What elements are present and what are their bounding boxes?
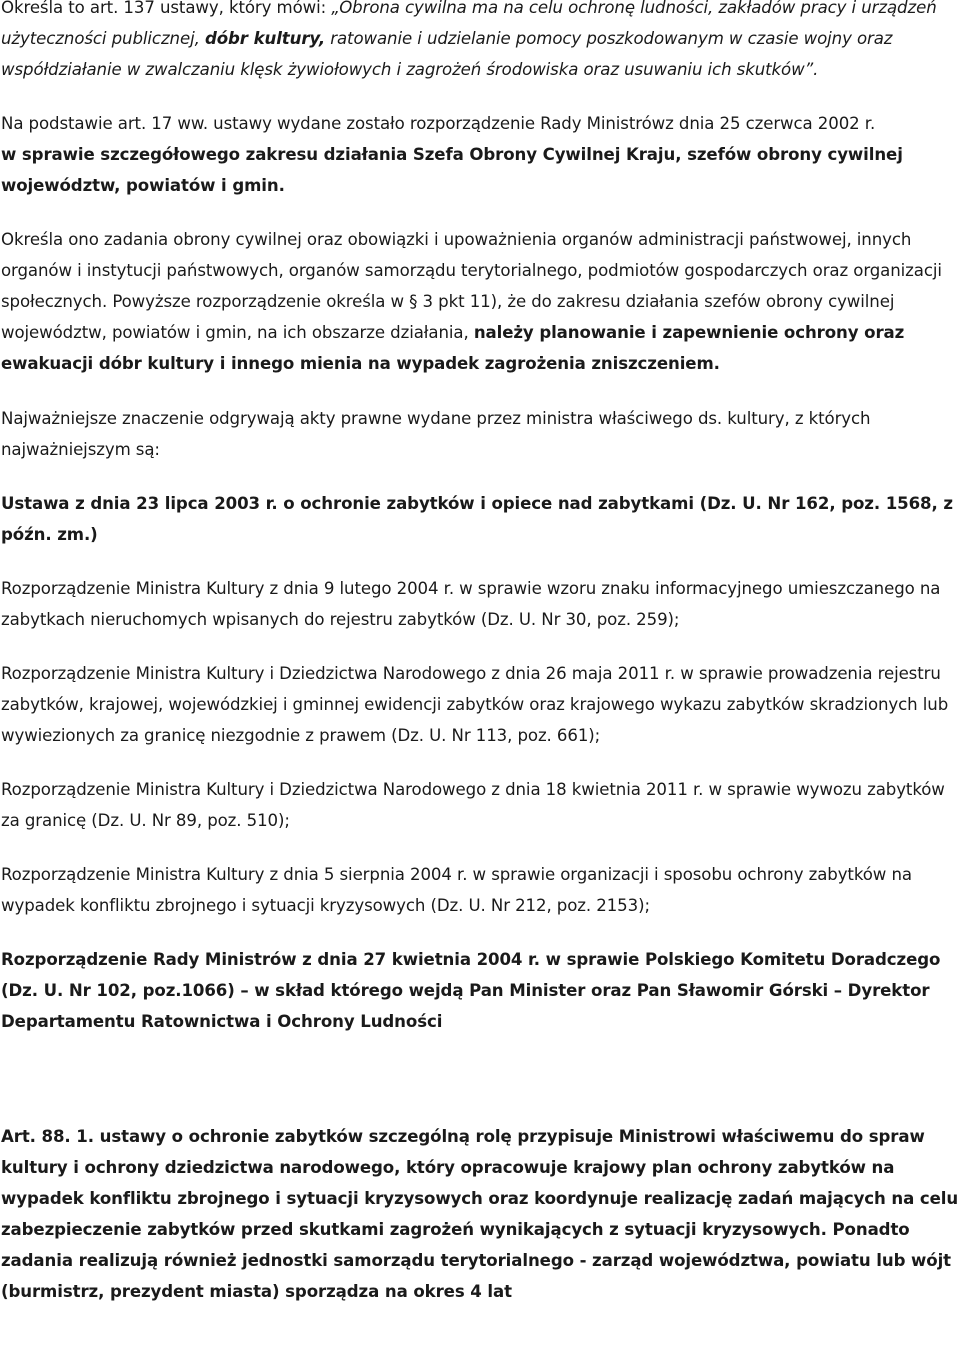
article-137-quote-emphasis: dóbr kultury,: [204, 29, 326, 48]
paragraph-regulation-basis: Na podstawie art. 17 ww. ustawy wydane zostało rozporządzenie Rady Ministrówz dnia 25 czerwca 2002 r.: [1, 114, 876, 133]
paragraph-regulation-2004-aug: Rozporządzenie Ministra Kultury z dnia 5 sierpnia 2004 r. w sprawie organizacji i sposobu ochrony zabytków na wypadek konfliktu zbrojnego i sytuacji kryzysowych (Dz. U. Nr 212, poz. 2153);: [1, 865, 912, 915]
paragraph-regulation-2004-feb: Rozporządzenie Ministra Kultury z dnia 9 lutego 2004 r. w sprawie wzoru znaku informacyjnego umieszczanego na zabytkach nieruchomych wpisanych do rejestru zabytków (Dz. U. Nr 30, poz. 259);: [1, 579, 941, 629]
paragraph-article-88: Art. 88. 1. ustawy o ochronie zabytków szczególną rolę przypisuje Ministrowi właściwemu do spraw kultury i ochrony dziedzictwa narodowego, który opracowuje krajowy plan ochrony zabytków na wypadek konfliktu zbrojnego i sytuacji kryzysowych oraz koordynuje realizację zadań mających na celu zabezpieczenie zabytków przed skutkami zagrożeń wynikających z sytuacji kryzysowych. Ponadto zadania realizują również jednostki samorządu terytorialnego - zarząd województwa, powiatu lub wójt (burmistrz, prezydent miasta) sporządza na okres 4 lat: [1, 1127, 959, 1301]
paragraph-key-acts-intro: Najważniejsze znaczenie odgrywają akty prawne wydane przez ministra właściwego ds. kultury, z których najważniejszym są:: [1, 409, 871, 459]
regulation-scope-emphasis: należy planowanie i zapewnienie ochrony oraz ewakuacji dóbr kultury i innego mienia na wypadek zagrożenia zniszczeniem.: [1, 323, 905, 373]
article-137-quote-part2: ratowanie i udzielanie pomocy poszkodowanym w czasie wojny oraz współdziałanie w zwalczaniu klęsk żywiołowych i zagrożeń środowiska oraz usuwaniu ich skutków”.: [1, 29, 893, 79]
paragraph-article-137: [1, 0, 959, 85]
article-137-intro: Określa to art. 137 ustawy, który mówi:: [1, 0, 332, 17]
article-137-quote-part1: „Obrona cywilna ma na celu ochronę ludności, zakładów pracy i urządzeń użyteczności publicznej,: [1, 0, 937, 48]
paragraph-regulation-2011-may: Rozporządzenie Ministra Kultury i Dziedzictwa Narodowego z dnia 26 maja 2011 r. w sprawie prowadzenia rejestru zabytków, krajowej, wojewódzkiej i gminnej ewidencji zabytków oraz krajowego wykazu zabytków skradzionych lub wywiezionych za granicę niezgodnie z prawem (Dz. U. Nr 113, poz. 661);: [1, 664, 949, 745]
paragraph-regulation-scope: [1, 224, 959, 379]
paragraph-regulation-2011-apr: Rozporządzenie Ministra Kultury i Dziedzictwa Narodowego z dnia 18 kwietnia 2011 r. w sprawie wywozu zabytków za granicę (Dz. U. Nr 89, poz. 510);: [1, 780, 945, 830]
paragraph-act-2003: Ustawa z dnia 23 lipca 2003 r. o ochronie zabytków i opiece nad zabytkami (Dz. U. Nr 162, poz. 1568, z późn. zm.): [1, 494, 953, 544]
regulation-scope-text: Określa ono zadania obrony cywilnej oraz obowiązki i upoważnienia organów administracji państwowej, innych organów i instytucji państwowych, organów samorządu terytorialnego, podmiotów gospodarczych oraz organizacji społecznych. Powyższe rozporządzenie określa w § 3 pkt 11), że do zakresu działania szefów obrony cywilnej województw, powiatów i gmin, na ich obszarze działania,: [1, 230, 942, 342]
paragraph-regulation-2004-apr: Rozporządzenie Rady Ministrów z dnia 27 kwietnia 2004 r. w sprawie Polskiego Komitetu Doradczego (Dz. U. Nr 102, poz.1066) – w skład którego wejdą Pan Minister oraz Pan Sławomir Górski – Dyrektor Departamentu Ratownictwa i Ochrony Ludności: [1, 950, 941, 1031]
paragraph-regulation-title: w sprawie szczegółowego zakresu działania Szefa Obrony Cywilnej Kraju, szefów obrony cywilnej województw, powiatów i gmin.: [1, 145, 903, 195]
